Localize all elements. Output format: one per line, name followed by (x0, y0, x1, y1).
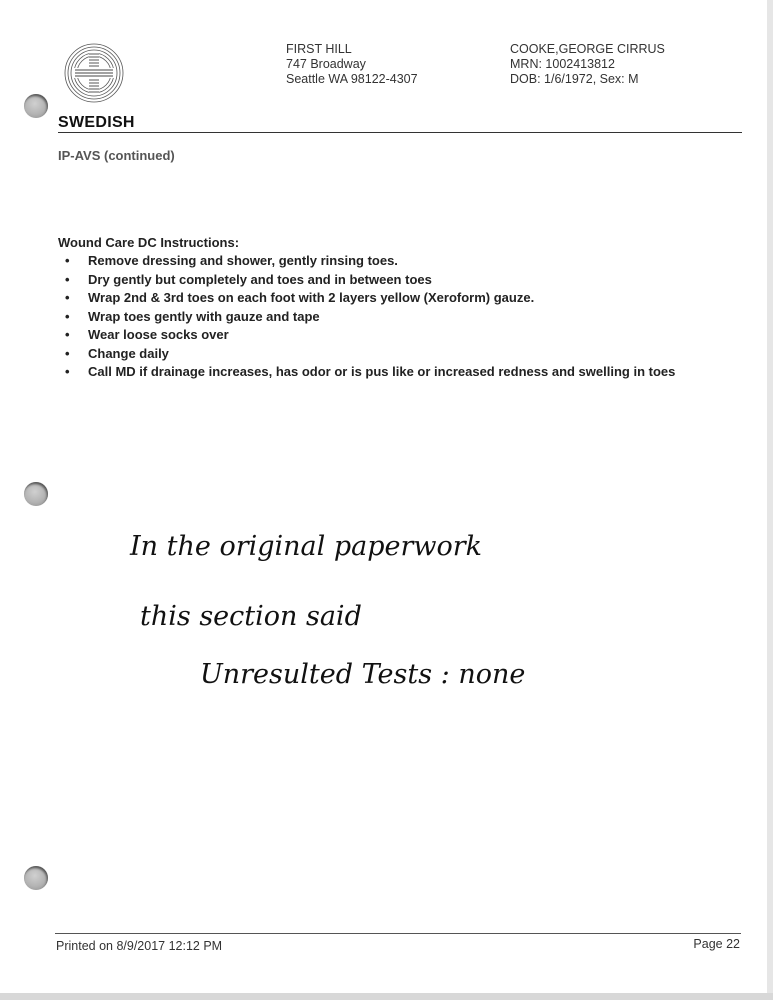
wound-care-heading: Wound Care DC Instructions: (58, 235, 240, 250)
list-item: • Change daily (65, 345, 169, 361)
patient-dob-sex: DOB: 1/6/1972, Sex: M (510, 72, 639, 86)
list-item-text: Remove dressing and shower, gently rinsing toes. (88, 253, 398, 268)
handwritten-line: this section said (140, 601, 362, 632)
wound-care-list (62, 252, 742, 382)
facility-address (286, 42, 418, 87)
header-divider (58, 132, 742, 133)
list-item-text: Wrap toes gently with gauze and tape (88, 308, 320, 324)
brand-name: SWEDISH (58, 114, 135, 131)
handwritten-note (120, 515, 600, 695)
punch-hole (24, 482, 48, 506)
section-title: IP-AVS (continued) (58, 148, 175, 163)
handwritten-line: In the original paperwork (130, 531, 483, 562)
list-item: • Call MD if drainage increases, has odor or is pus like or increased redness and swelling in toes (65, 364, 676, 379)
list-item: • Wrap toes gently with gauze and tape (65, 308, 320, 324)
scan-edge (767, 0, 773, 1000)
punch-hole (24, 866, 48, 890)
list-item-text: Wrap 2nd & 3rd toes on each foot with 2 layers yellow (Xeroform) gauze. (88, 290, 535, 305)
printed-timestamp: Printed on 8/9/2017 12:12 PM (56, 939, 223, 953)
scan-edge (0, 993, 773, 1000)
page-number: Page 22 (693, 937, 740, 951)
patient-mrn: MRN: 1002413812 (510, 57, 615, 71)
list-item: • Remove dressing and shower, gently rinsing toes. (65, 253, 398, 268)
list-item-text: Change daily (88, 345, 169, 361)
swedish-logo-icon (62, 40, 126, 110)
facility-street: 747 Broadway (286, 57, 366, 71)
footer-divider (55, 933, 741, 934)
facility-name: FIRST HILL (286, 42, 352, 56)
list-item: • Wrap 2nd & 3rd toes on each foot with 2 layers yellow (Xeroform) gauze. (65, 290, 535, 305)
list-item-text: Wear loose socks over (88, 327, 229, 342)
list-item: • Dry gently but completely and toes and in between toes (65, 271, 432, 287)
list-item-text: Call MD if drainage increases, has odor or is pus like or increased redness and swelling in toes (88, 364, 676, 379)
handwritten-line: Unresulted Tests : none (200, 659, 526, 690)
list-item-text: Dry gently but completely and toes and in between toes (88, 271, 432, 287)
list-item: • Wear loose socks over (65, 327, 229, 342)
patient-info (510, 42, 665, 87)
punch-hole (24, 94, 48, 118)
patient-name: COOKE,GEORGE CIRRUS (510, 42, 665, 56)
facility-city: Seattle WA 98122-4307 (286, 72, 418, 86)
